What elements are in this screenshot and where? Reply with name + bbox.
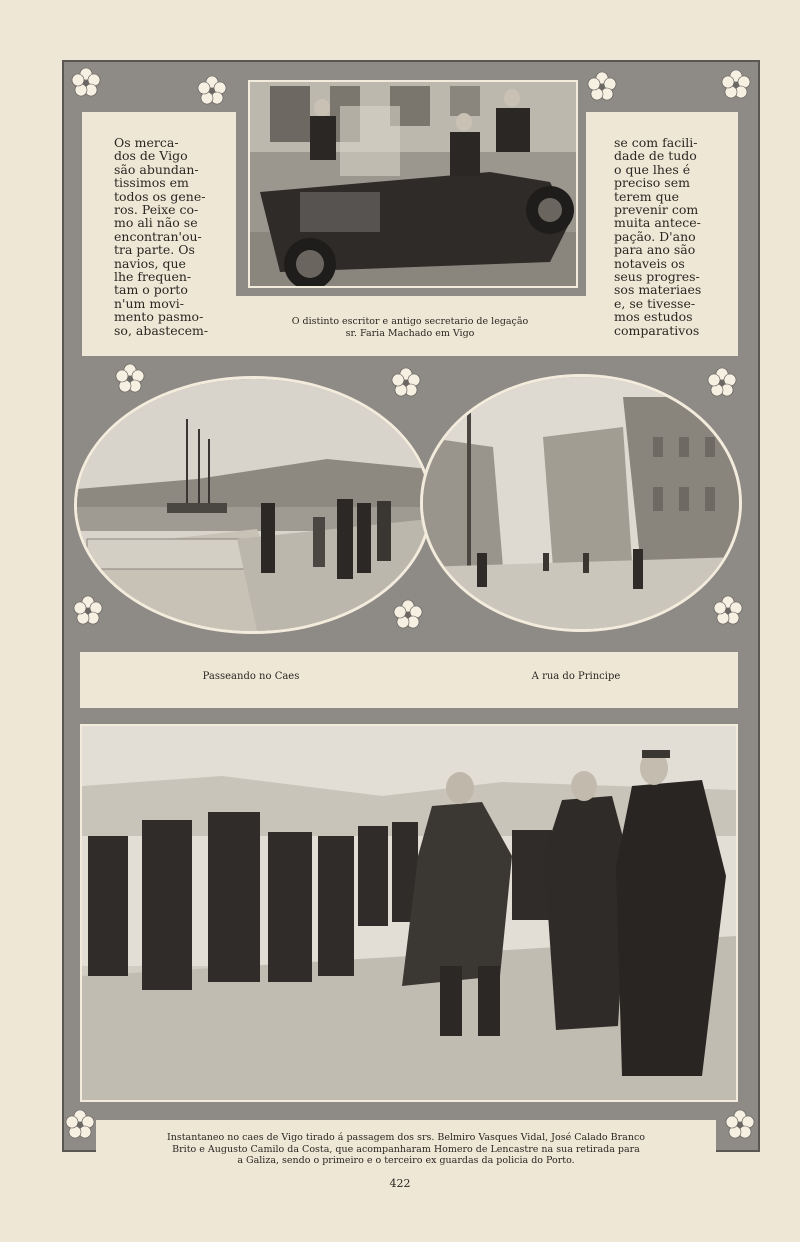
text-line: mento pasmo- (114, 309, 204, 325)
flower-ornament-icon (720, 68, 752, 100)
photo-passeando-no-caes (74, 376, 432, 634)
flower-ornament-icon (712, 594, 744, 626)
caption-line: a Galiza, sendo o primeiro e o terceiro ex guardas da policia do Porto. (237, 1155, 575, 1166)
photo-rua-do-principe (420, 374, 742, 632)
flower-ornament-icon (64, 1108, 96, 1140)
page-number: 422 (389, 1177, 411, 1190)
text-line: comparativos (614, 322, 700, 338)
caption-line: sr. Faria Machado em Vigo (345, 327, 475, 339)
text-line: terem que (614, 188, 680, 204)
text-line: navios, que (114, 255, 186, 271)
text-line: se com facili- (614, 135, 698, 150)
text-line: notaveis os (614, 255, 685, 271)
top-photo-caption (240, 316, 580, 339)
text-line: seus progres- (614, 269, 700, 285)
article-text-right (614, 136, 712, 337)
text-line: o que lhes é (614, 161, 691, 177)
text-line: para ano são (614, 242, 696, 258)
text-line: e, se tivesse- (614, 295, 696, 311)
flower-ornament-icon (390, 366, 422, 398)
text-line: n'um movi- (114, 295, 185, 311)
text-line: muita antece- (614, 215, 701, 231)
flower-ornament-icon (706, 366, 738, 398)
flower-ornament-icon (70, 66, 102, 98)
text-line: encontran'ou- (114, 228, 202, 244)
text-line: pação. D'ano (614, 228, 696, 244)
text-line: mos estudos (614, 309, 693, 325)
text-line: mo ali não se (114, 215, 198, 231)
bottom-photo-caption (100, 1132, 712, 1167)
text-line: todos os gene- (114, 188, 206, 204)
flower-ornament-icon (114, 362, 146, 394)
caption-line: Brito e Augusto Camilo da Costa, que acompanharam Homero de Lencastre na sua retirada para (172, 1143, 640, 1155)
text-line: tam o porto (114, 282, 188, 298)
caption-line: Instantaneo no caes de Vigo tirado á passagem dos srs. Belmiro Vasques Vidal, José Calado Branco (166, 1132, 646, 1143)
caption-rua-do-principe: A rua do Principe (531, 671, 621, 682)
article-text-left (114, 136, 210, 337)
text-line: preciso sem (614, 175, 690, 191)
text-line: so, abastecem- (114, 322, 209, 338)
text-line: são abundan- (114, 161, 199, 177)
text-line: tra parte. Os (114, 242, 195, 258)
flower-ornament-icon (586, 70, 618, 102)
text-line: prevenir com (614, 202, 699, 218)
text-line: lhe frequen- (114, 269, 192, 285)
text-line: Os merca- (114, 135, 179, 150)
text-line: sos materiaes (614, 282, 702, 298)
photo-instantaneo-caes-de-vigo (80, 724, 738, 1102)
caption-line: O distinto escritor e antigo secretario de legação (291, 316, 529, 327)
flower-ornament-icon (72, 594, 104, 626)
caption-passeando-no-caes: Passeando no Caes (202, 671, 300, 682)
flower-ornament-icon (196, 74, 228, 106)
text-line: dade de tudo (614, 148, 697, 164)
flower-ornament-icon (724, 1108, 756, 1140)
text-line: dos de Vigo (114, 148, 188, 164)
text-line: tissimos em (114, 175, 189, 191)
photo-car-faria-machado (248, 80, 578, 288)
flower-ornament-icon (392, 598, 424, 630)
text-line: ros. Peixe co- (114, 202, 199, 218)
